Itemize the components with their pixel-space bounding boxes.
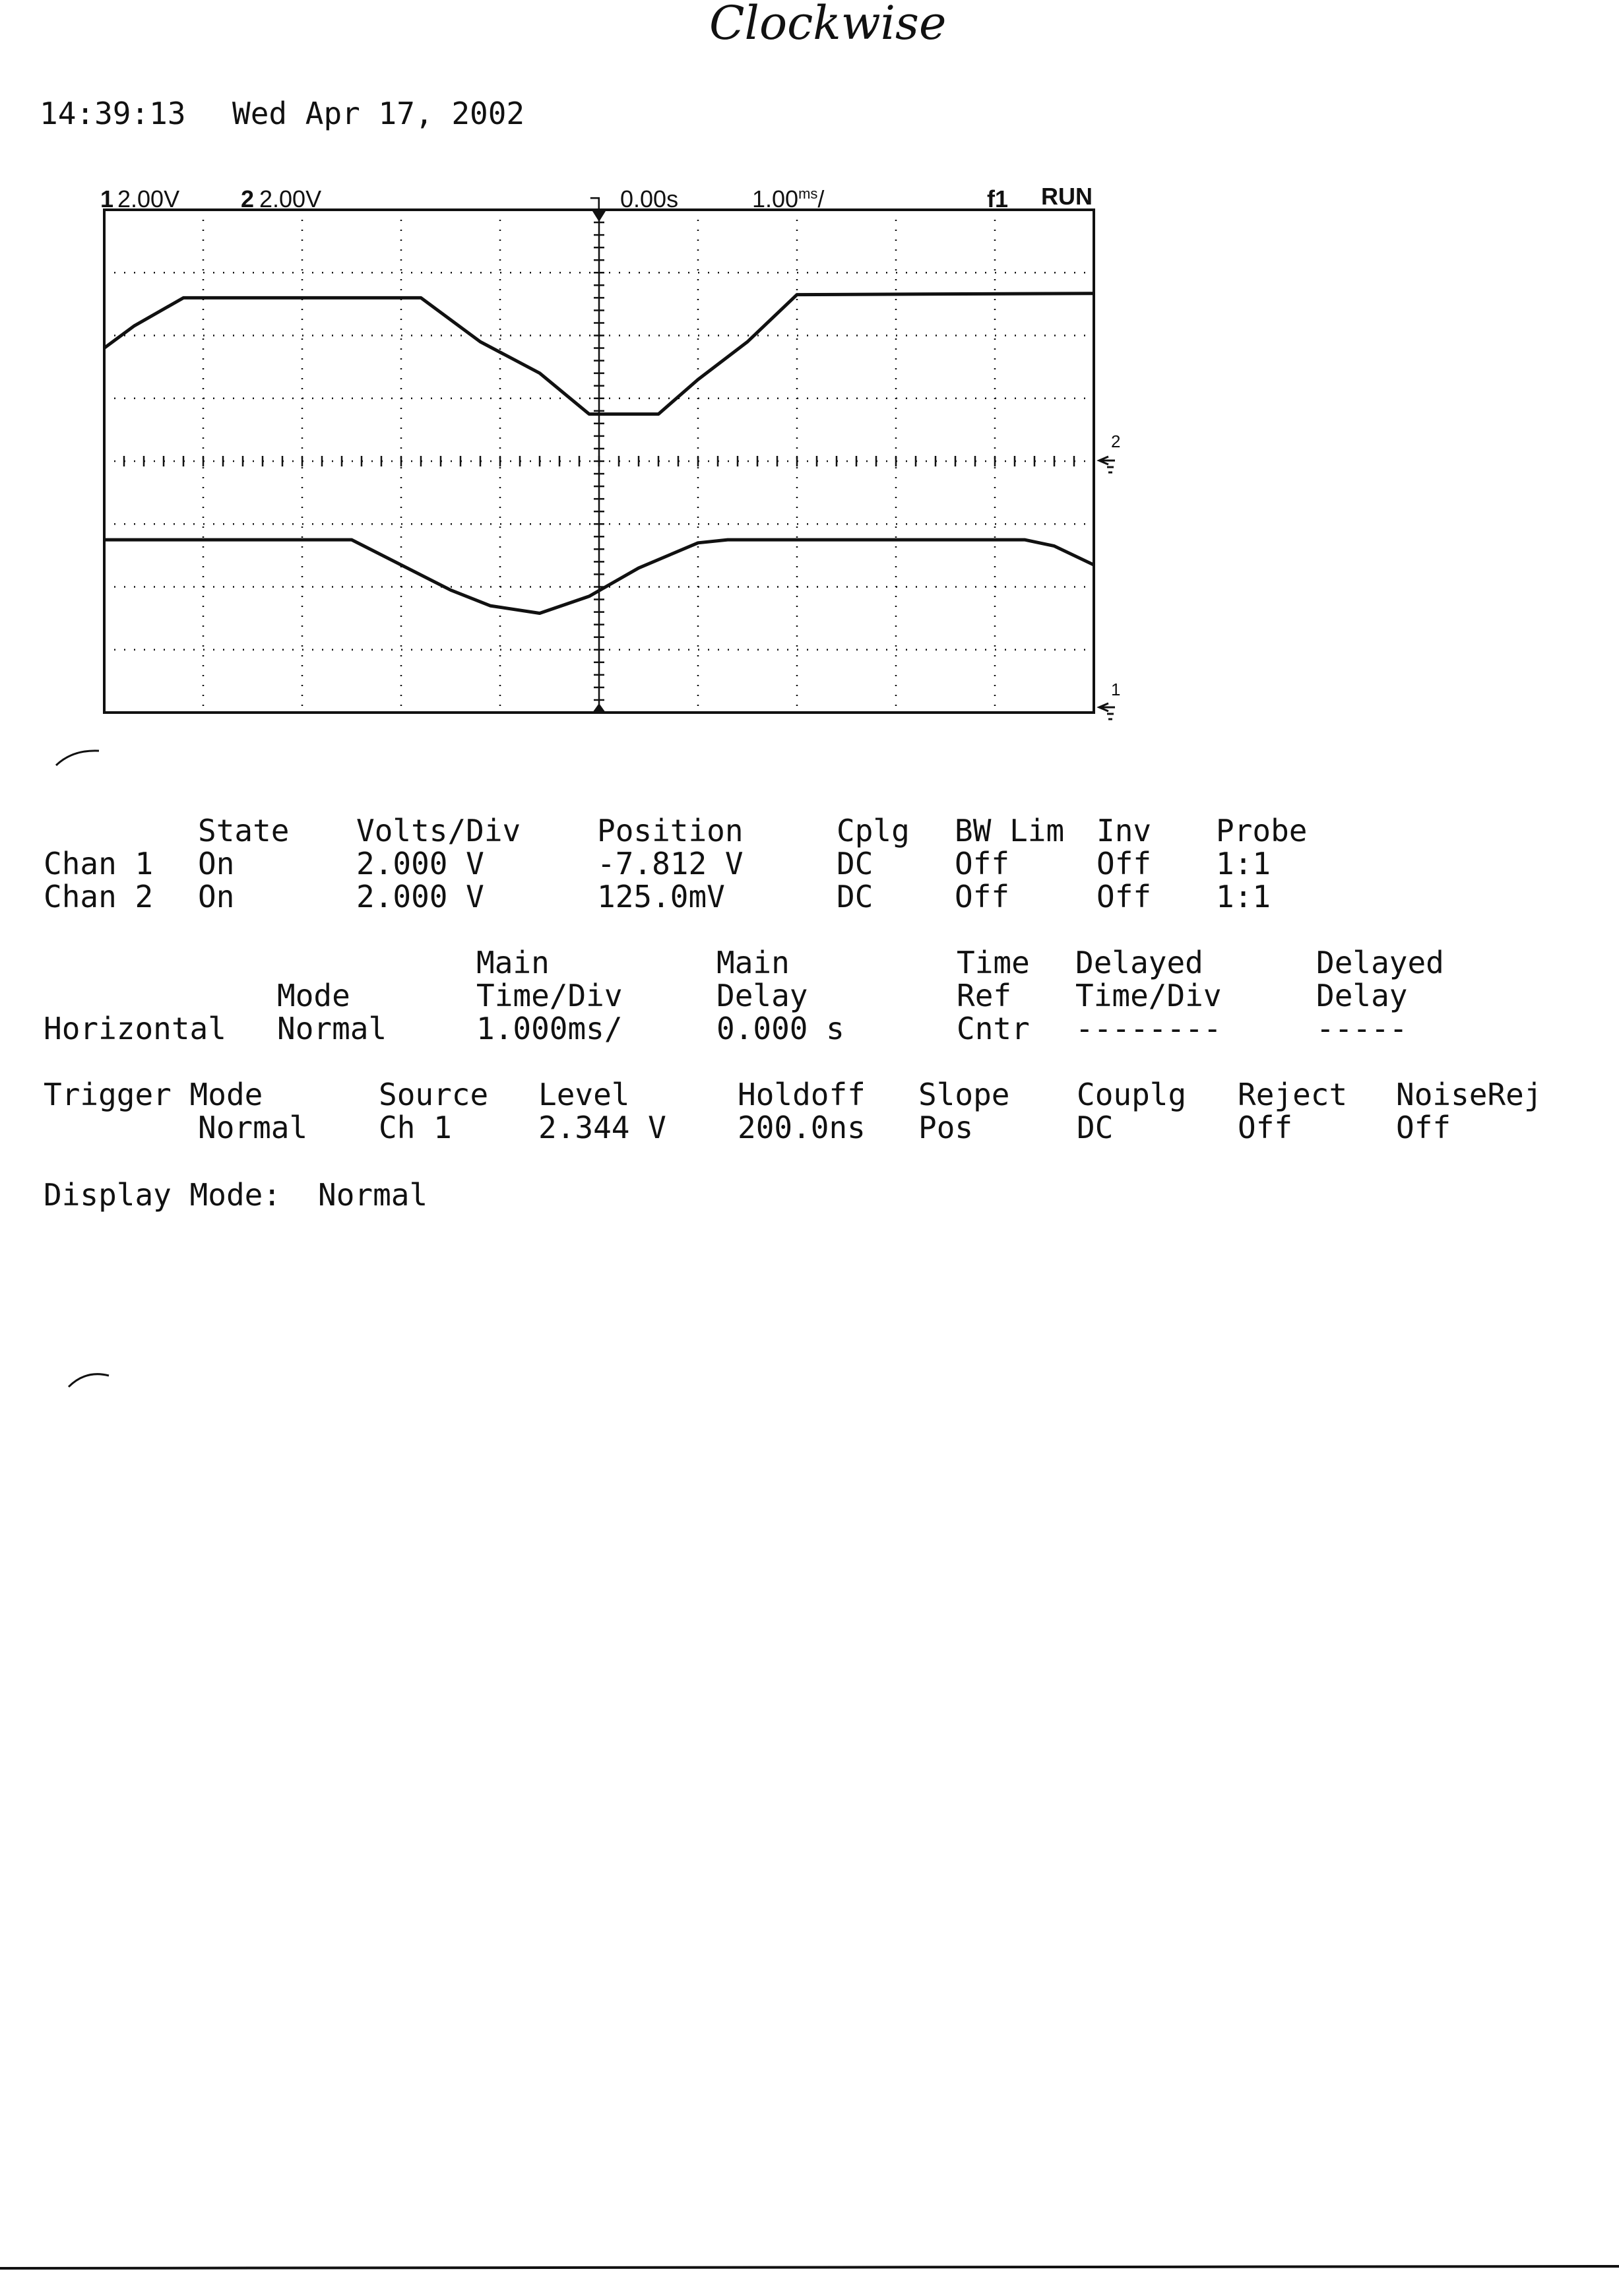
ch1-label: 1 (100, 185, 114, 212)
ch1-ground-marker (1099, 703, 1115, 719)
horiz-header-time: Time (957, 945, 1030, 980)
chan2-volts: 2.000 V (356, 879, 484, 914)
horiz-header-main1: Main (476, 945, 550, 980)
chan2-probe: 1:1 (1216, 879, 1271, 914)
chan-header-probe: Probe (1216, 813, 1308, 848)
horiz-header-main1b: Time/Div (476, 978, 623, 1013)
chan1-name: Chan 1 (44, 846, 154, 881)
chan2-cplg: DC (837, 879, 873, 914)
chan1-position: -7.812 V (597, 846, 744, 881)
horiz-header-mode: Mode (277, 978, 350, 1013)
run-state: RUN (1041, 183, 1093, 210)
trigger-reject: Off (1238, 1110, 1293, 1145)
trigger-noiserej: Off (1396, 1110, 1451, 1145)
horiz-header-main2b: Delay (716, 978, 808, 1013)
chan-header-volts: Volts/Div (356, 813, 521, 848)
ch2-scale: 2.00V (259, 185, 322, 212)
chan-header-inv: Inv (1096, 813, 1152, 848)
trigger-label: Trigger Mode (44, 1077, 263, 1112)
horiz-ref: Cntr (957, 1011, 1030, 1046)
chan1-probe: 1:1 (1216, 846, 1271, 881)
chan-header-state: State (198, 813, 290, 848)
chan1-bwlim: Off (955, 846, 1010, 881)
horiz-mode: Normal (277, 1011, 387, 1046)
trigger-level: 2.344 V (538, 1110, 666, 1145)
trigger-slope: Pos (918, 1110, 974, 1145)
timestamp-date: Wed Apr 17, 2002 (232, 96, 525, 131)
delay-value: 0.00s (620, 185, 679, 212)
timebase-number: 1.00 (752, 185, 799, 212)
trigger-header-noiserej: NoiseRej (1396, 1077, 1542, 1112)
trigger-header-slope: Slope (918, 1077, 1010, 1112)
chan2-name: Chan 2 (44, 879, 154, 914)
trigger-header-couplg: Couplg (1077, 1077, 1187, 1112)
horiz-header-delayed1: Delayed (1075, 945, 1203, 980)
chan1-volts: 2.000 V (356, 846, 484, 881)
timebase-value: $1.00^{ms}/$ (752, 185, 825, 212)
trigger-header-source: Source (379, 1077, 489, 1112)
scan-mark-2 (69, 1374, 109, 1387)
chan-header-bwlim: BW Lim (955, 813, 1065, 848)
bottom-rule (0, 2266, 1619, 2268)
trigger-indicator: f1 (987, 185, 1009, 212)
chan2-position: 125.0mV (597, 879, 725, 914)
timestamp-time: 14:39:13 (40, 96, 186, 131)
trigger-bottom-marker (592, 703, 606, 713)
display-mode-label: Display Mode: (44, 1177, 282, 1213)
chan2-state: On (198, 879, 235, 914)
timebase-unit: ms (798, 185, 818, 202)
trigger-couplg: DC (1077, 1110, 1114, 1145)
horiz-label: Horizontal (44, 1011, 226, 1046)
horiz-header-delayed1b: Time/Div (1075, 978, 1222, 1013)
ch2-label: 2 (241, 185, 255, 212)
chan-header-cplg: Cplg (837, 813, 910, 848)
ch2-ground-marker (1099, 457, 1115, 472)
chan1-inv: Off (1096, 846, 1152, 881)
trigger-header-level: Level (538, 1077, 630, 1112)
trigger-delay-icon: ┐ (590, 183, 608, 210)
display-mode-value: Normal (318, 1177, 428, 1213)
ch2-marker-number: 2 (1111, 431, 1121, 451)
trigger-mode: Normal (198, 1110, 308, 1145)
ch1-marker-number: 1 (1111, 680, 1121, 699)
scan-mark-1 (56, 751, 99, 765)
chan1-cplg: DC (837, 846, 873, 881)
trigger-source: Ch 1 (379, 1110, 452, 1145)
ch1-scale: 2.00V (117, 185, 180, 212)
horiz-header-delayed2: Delayed (1316, 945, 1444, 980)
horiz-header-main2: Main (716, 945, 790, 980)
handwritten-title: Clockwise (709, 0, 947, 50)
horiz-delayed-delay: ----- (1316, 1011, 1408, 1046)
horiz-header-timeb: Ref (957, 978, 1012, 1013)
horiz-delayed-timediv: -------- (1075, 1011, 1222, 1046)
horiz-header-delayed2b: Delay (1316, 978, 1408, 1013)
graticule-grid (104, 210, 1094, 713)
trigger-holdoff: 200.0ns (738, 1110, 866, 1145)
chan2-inv: Off (1096, 879, 1152, 914)
chan1-state: On (198, 846, 235, 881)
trigger-top-marker (592, 211, 606, 222)
horiz-delay: 0.000 s (716, 1011, 844, 1046)
chan-header-position: Position (597, 813, 744, 848)
trigger-header-reject: Reject (1238, 1077, 1348, 1112)
trigger-header-holdoff: Holdoff (738, 1077, 866, 1112)
horiz-timediv: 1.000ms/ (476, 1011, 623, 1046)
chan2-bwlim: Off (955, 879, 1010, 914)
